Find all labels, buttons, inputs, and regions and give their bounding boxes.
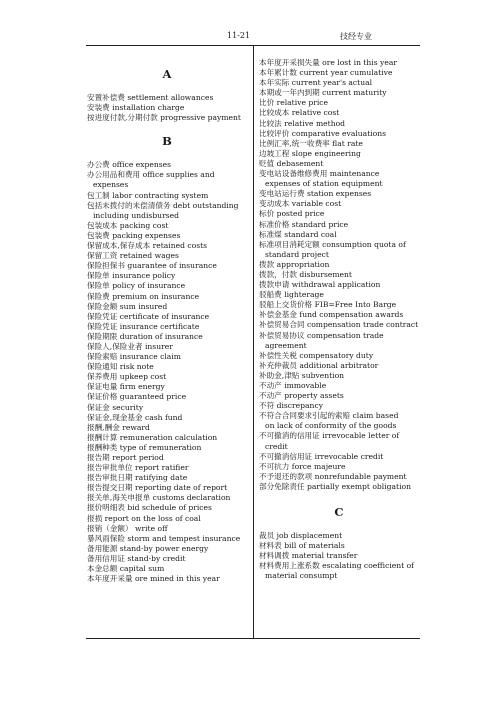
glossary-entry (259, 129, 419, 139)
entry-line: 备用能源 stand-by power energy (87, 543, 209, 553)
entry-continuation: including undisbursed (93, 210, 179, 220)
entry-line: 保证电量 firm energy (87, 382, 165, 392)
entry-line: 包工制 labor contracting system (87, 190, 209, 200)
entry-line: 报告期 report period (87, 453, 164, 462)
entry-line: 暴风雨保险 storm and tempest insurance (87, 533, 241, 543)
entry-line: 包括未拨付的未偿清债务 debt outstanding (87, 200, 239, 210)
entry-line: 驳船上交货价格 FIB=Free Into Barge (259, 300, 397, 310)
entry-line: 包装费 packing expenses (87, 230, 181, 240)
glossary-entry (259, 300, 419, 310)
entry-line: 保险费 premium on insurance (87, 291, 200, 301)
entry-line: 比较成本 relative cost (259, 108, 340, 118)
entry-line: 本金总额 capital sum (87, 564, 165, 574)
entry-line: 保险单 policy of insurance (87, 281, 186, 291)
entry-continuation: material consumpt (265, 571, 338, 581)
glossary-entry (259, 411, 419, 431)
glossary-entry (87, 514, 247, 524)
entry-line: 报价明细表 bid schedule of prices (87, 503, 212, 513)
glossary-entry (87, 261, 247, 271)
glossary-entry (87, 483, 247, 493)
glossary-entry (259, 531, 419, 541)
glossary-entry (87, 463, 247, 473)
entry-line: 办公费 office expenses (87, 160, 172, 170)
entry-line: 比例汇率,统一收费率 flat rate (259, 138, 363, 148)
entry-line: 补偿性关税 compensatory duty (259, 350, 374, 360)
glossary-entry (87, 241, 247, 251)
entry-line: 保险金额 sum insured (87, 301, 168, 311)
entry-line: 比价 relative price (259, 98, 329, 108)
entry-line: 标准价格 standard price (259, 219, 349, 229)
entry-line: 报告提交日期 reporting date of report (87, 483, 228, 493)
entry-line: 比较法 relative method (259, 118, 346, 128)
glossary-entry (87, 382, 247, 392)
glossary-entry (259, 310, 419, 320)
entry-line: 部分免除责任 partially exempt obligation (259, 481, 411, 491)
entry-line: 材料调拨 material transfer (259, 551, 358, 561)
section-letter-a: A (162, 67, 172, 81)
glossary-entry (87, 302, 247, 312)
glossary-entry (87, 312, 247, 322)
entry-continuation: on lack of conformity of the goods (265, 421, 397, 431)
entry-line: 保留工资 retained wages (87, 251, 179, 261)
glossary-entry (259, 119, 419, 129)
glossary-entry (259, 280, 419, 290)
entry-line: 保险凭证 insurance certificate (87, 321, 200, 331)
glossary-entry (87, 534, 247, 544)
glossary-entry (259, 482, 419, 492)
entry-line: 拨款 appropriation (259, 259, 330, 269)
entry-line: 本年累计数 current year cumulative (259, 68, 393, 78)
glossary-entry (87, 292, 247, 302)
entry-line: 材料费用上涨系数 escalating coefficient of (259, 561, 414, 571)
entry-line: 不可撤消信用证 irrevocable credit (259, 451, 384, 461)
entry-continuation: credit (265, 441, 288, 451)
glossary-entry (87, 231, 247, 241)
entry-line: 拨款，付款 disbursement (259, 269, 352, 279)
entry-line: 拨款申请 withdrawal application (259, 280, 381, 290)
glossary-entry (87, 160, 247, 170)
entry-line: 报酬计算 remuneration calculation (87, 432, 218, 442)
entry-line: 保证金 security (87, 402, 144, 412)
entry-line: 不可抗力 force majeure (259, 461, 346, 471)
entry-line: 按进度付款,分期付款 progressive payment (87, 113, 241, 123)
entry-line: 保险人,保险业者 insurer (87, 341, 173, 351)
glossary-entry (87, 433, 247, 443)
glossary-entry (87, 221, 247, 231)
glossary-entry (87, 564, 247, 574)
entry-line: 保证价格 guaranteed price (87, 392, 187, 402)
entry-line: 驳船费 lighterage (259, 290, 324, 300)
glossary-entry (87, 93, 247, 103)
glossary-entry (259, 541, 419, 551)
glossary-entry (259, 209, 419, 219)
entry-line: 不符合合同要求引起的索赔 claim based (259, 411, 399, 421)
glossary-entry (259, 230, 419, 240)
entry-line: 补偿金基金 fund compensation awards (259, 310, 404, 320)
page-number: 11-21 (227, 31, 251, 40)
section-title: 技经专业 (340, 32, 372, 41)
glossary-entry (259, 551, 419, 561)
footer-rule (86, 638, 420, 639)
glossary-entry (259, 139, 419, 149)
page-header (0, 31, 496, 45)
entry-line: 贬值 debasement (259, 158, 324, 168)
glossary-entry (259, 381, 419, 391)
entry-continuation: expenses of station equipment (265, 179, 383, 189)
entry-line: 报酬,酬金 reward (87, 422, 150, 432)
glossary-entry (259, 462, 419, 472)
glossary-entry (87, 342, 247, 352)
entry-line: 报告审批日期 ratifying date (87, 473, 188, 483)
entry-line: 保险担保书 guarantee of insurance (87, 261, 217, 271)
entry-line: 报酬种类 type of remuneration (87, 442, 202, 452)
entry-line: 不可撤消的信用证 irrevocable letter of (259, 431, 400, 441)
entry-line: 补充仲裁员 additional arbitrator (259, 360, 379, 370)
glossary-entry (87, 251, 247, 261)
glossary-entry (259, 401, 419, 411)
glossary-entry (259, 320, 419, 330)
entry-line: 不动产 immovable (259, 381, 327, 390)
entry-line: 标准煤 standard coal (259, 229, 337, 239)
entry-continuation: expenses (93, 180, 129, 190)
glossary-entry (259, 260, 419, 270)
glossary-entry (259, 452, 419, 462)
glossary-entry (87, 201, 247, 221)
entry-line: 保险索赔 insurance claim (87, 352, 181, 362)
entry-line: 不符 discrepancy (259, 401, 323, 411)
glossary-entry (87, 443, 247, 453)
entry-line: 标价 posted price (259, 209, 325, 219)
glossary-entry (259, 561, 419, 581)
glossary-entry (87, 403, 247, 413)
entry-line: 保证金,现金基金 cash fund (87, 412, 183, 422)
entry-line: 安置补偿费 settlement allowances (87, 93, 214, 102)
entry-line: 本年实际 current year's actual (259, 78, 373, 88)
glossary-entry (259, 290, 419, 300)
entry-line: 变电站设备维修费用 maintenance (259, 169, 380, 179)
glossary-entry (87, 473, 247, 483)
entry-line: 保养费用 upkeep cost (87, 372, 167, 382)
entry-line: 报关单,海关申报单 customs declaration (87, 493, 231, 503)
glossary-entry (259, 431, 419, 451)
glossary-entry (87, 574, 247, 584)
glossary-entry (259, 361, 419, 371)
glossary-entry (87, 554, 247, 564)
entry-line: 办公用品和费用 office supplies and (87, 170, 215, 180)
glossary-entry (259, 88, 419, 98)
glossary-entry (87, 413, 247, 423)
glossary-entry (87, 281, 247, 291)
glossary-entry (259, 472, 419, 482)
glossary-entry (87, 322, 247, 332)
entry-line: 补助金,津贴 subvention (259, 370, 345, 380)
glossary-entry (87, 503, 247, 513)
entry-line: 安装费 installation charge (87, 103, 185, 113)
entry-line: 边坡工程 slope engineering (259, 148, 361, 158)
glossary-entry (259, 240, 419, 260)
glossary-entry (259, 78, 419, 88)
glossary-entry (87, 271, 247, 281)
glossary-entry (87, 544, 247, 554)
entry-line: 保留成本,保存成本 retained costs (87, 241, 208, 251)
entry-line: 报损 report on the loss of coal (87, 513, 201, 523)
entry-line: 补偿贸易合同 compensation trade contract (259, 320, 419, 330)
glossary-entry (87, 191, 247, 201)
entry-line: 保险期限 duration of insurance (87, 331, 203, 341)
glossary-entry (87, 170, 247, 190)
right-column (259, 58, 419, 582)
glossary-entry (87, 332, 247, 342)
glossary-entry (259, 58, 419, 68)
glossary-entry (259, 159, 419, 169)
entry-line: 不予退还的款项 nonrefundable payment (259, 471, 407, 481)
entry-continuation: standard project (265, 249, 329, 259)
column-divider (253, 45, 254, 638)
glossary-entry (87, 113, 247, 123)
entry-line: 本年度开采量 ore mined in this year (87, 574, 220, 584)
glossary-entry (259, 169, 419, 189)
entry-line: 比较评价 comparative evaluations (259, 128, 387, 138)
glossary-entry (259, 68, 419, 78)
glossary-entry (259, 189, 419, 199)
glossary-entry (87, 392, 247, 402)
glossary-entry (259, 149, 419, 159)
glossary-entry (87, 352, 247, 362)
entry-line: 裁员 job displacement (259, 531, 343, 541)
glossary-entry (259, 391, 419, 401)
entry-line: 保险通知 risk note (87, 362, 154, 372)
glossary-entry (87, 453, 247, 463)
glossary-entry (259, 220, 419, 230)
glossary-entry (87, 524, 247, 534)
glossary-entry (259, 351, 419, 361)
entry-line: 材料表 bill of materials (259, 541, 345, 551)
entry-line: 报销（金额） write off (87, 523, 168, 533)
glossary-entry (259, 331, 419, 351)
section-letter-b: B (162, 134, 172, 149)
glossary-entry (87, 362, 247, 372)
entry-line: 报告审批单位 report ratifier (87, 463, 189, 473)
entry-line: 本年度开采损失量 ore lost in this year (259, 58, 397, 67)
entry-line: 本期或一年内到期 current maturity (259, 88, 387, 98)
entry-line: 包装成本 packing cost (87, 220, 169, 230)
glossary-entry (259, 270, 419, 280)
entry-continuation: agreement (265, 340, 307, 350)
entry-line: 不动产 property assets (259, 391, 344, 401)
glossary-entry (259, 371, 419, 381)
entry-line: 标准项目消耗定额 consumption quota of (259, 239, 406, 249)
glossary-entry (259, 98, 419, 108)
entry-line: 保险单 insurance policy (87, 271, 176, 281)
glossary-entry (259, 108, 419, 118)
entry-line: 变电站运行费 station expenses (259, 189, 372, 199)
glossary-entry (87, 493, 247, 503)
glossary-entry (87, 103, 247, 113)
glossary-entry (87, 372, 247, 382)
entry-line: 变动成本 variable cost (259, 199, 342, 209)
left-column (87, 68, 247, 584)
entry-line: 保险凭证 certificate of insurance (87, 311, 210, 321)
entry-line: 补偿贸易协议 compensation trade (259, 330, 384, 340)
section-letter-c: C (334, 505, 344, 520)
entry-line: 备用信用证 stand-by credit (87, 553, 186, 563)
glossary-entry (87, 423, 247, 433)
glossary-entry (259, 199, 419, 209)
